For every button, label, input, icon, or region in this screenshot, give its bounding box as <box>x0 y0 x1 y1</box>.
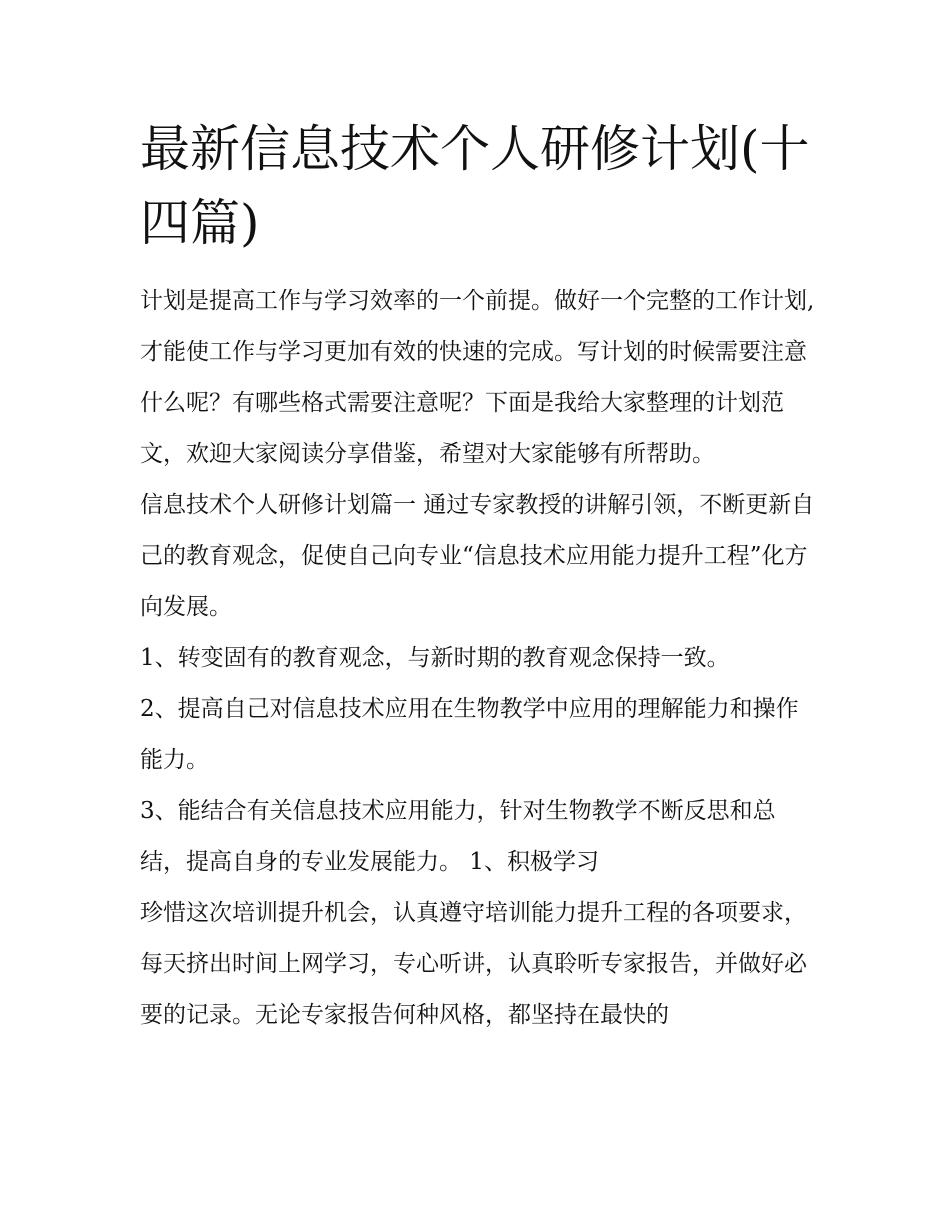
paragraph-item-3: 3、能结合有关信息技术应用能力，针对生物教学不断反思和总结，提高自身的专业发展能力。 1、积极学习 <box>140 798 776 875</box>
document-body <box>140 276 816 1041</box>
paragraph-study: 珍惜这次培训提升机会，认真遵守培训能力提升工程的各项要求，每天挤出时间上网学习，专心听讲，认真聆听专家报告，并做好必要的记录。无论专家报告何种风格，都坚持在最快的 <box>140 900 807 1028</box>
document-title: 最新信息技术个人研修计划(十四篇) <box>140 120 810 252</box>
paragraph-intro: 计划是提高工作与学习效率的一个前提。做好一个完整的工作计划,才能使工作与学习更加有效的快速的完成。写计划的时候需要注意什么呢？有哪些格式需要注意呢？下面是我给大家整理的计划范文，欢迎大家阅读分享借鉴，希望对大家能够有所帮助。 <box>140 288 815 467</box>
paragraph-section-one: 信息技术个人研修计划篇一 通过专家教授的讲解引领，不断更新自己的教育观念，促使自己向专业“信息技术应用能力提升工程”化方向发展。 <box>140 492 815 620</box>
paragraph-item-2: 2、提高自己对信息技术应用在生物教学中应用的理解能力和操作能力。 <box>140 696 799 773</box>
paragraph-item-1: 1、转变固有的教育观念，与新时期的教育观念保持一致。 <box>140 645 730 671</box>
